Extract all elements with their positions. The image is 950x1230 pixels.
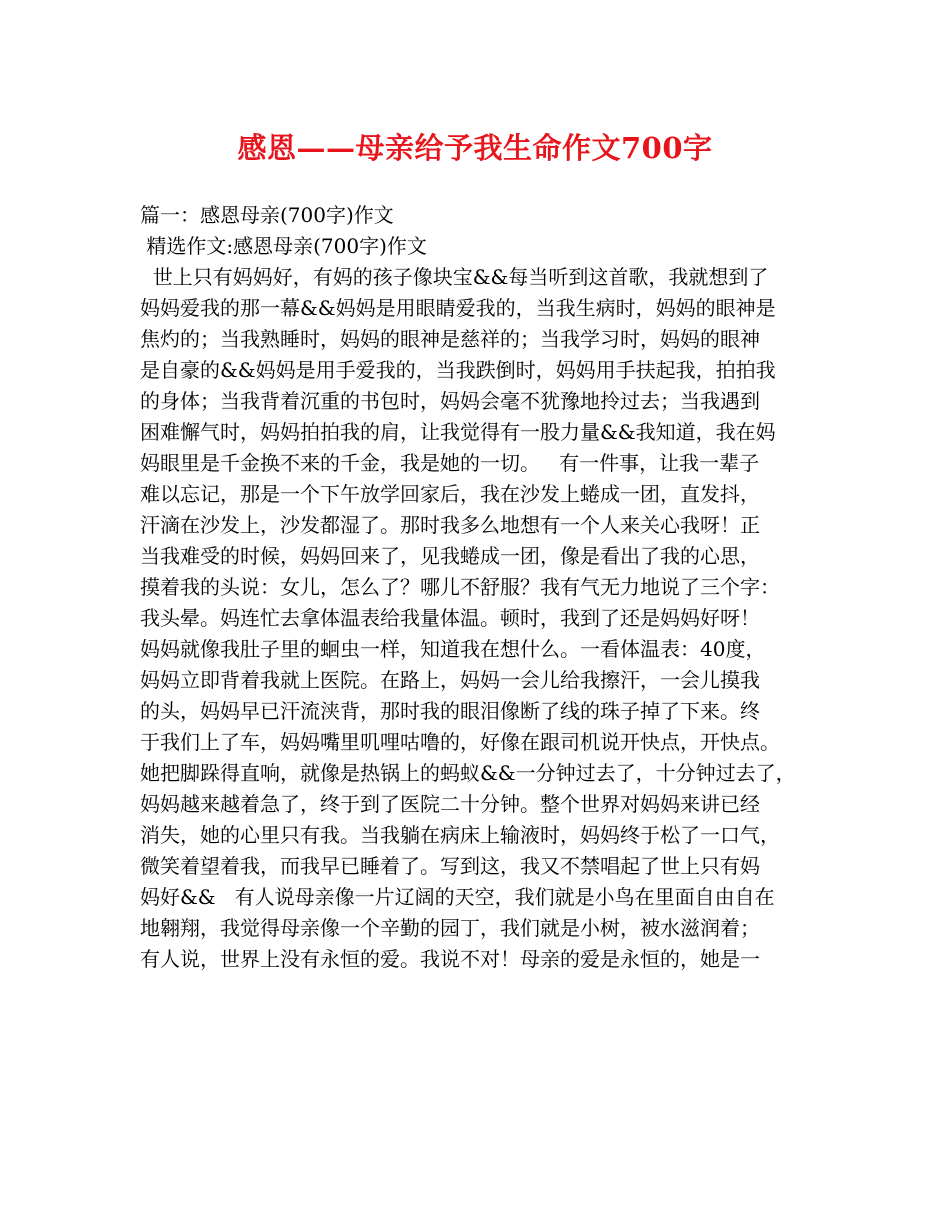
text-line: 消失，她的心里只有我。当我躺在病床上输液时，妈妈终于松了一口气， xyxy=(140,823,780,847)
text-line: 精选作文:感恩母亲(700字)作文 xyxy=(140,234,427,258)
document-body xyxy=(140,200,830,975)
text-line: 篇一：感恩母亲(700字)作文 xyxy=(140,203,394,227)
text-line: 当我难受的时候，妈妈回来了，见我蜷成一团，像是看出了我的心思， xyxy=(140,544,760,568)
text-line: 于我们上了车，妈妈嘴里叽哩咕噜的，好像在跟司机说开快点，开快点。 xyxy=(140,730,780,754)
text-line: 她把脚跺得直响，就像是热锅上的蚂蚁&&一分钟过去了，十分钟过去了， xyxy=(140,761,796,785)
text-line: 微笑着望着我，而我早已睡着了。写到这，我又不禁唱起了世上只有妈 xyxy=(140,854,760,878)
text-line: 汗滴在沙发上，沙发都湿了。那时我多么地想有一个人来关心我呀！正 xyxy=(140,513,760,537)
text-line: 是自豪的&&妈妈是用手爱我的，当我跌倒时，妈妈用手扶起我，拍拍我 xyxy=(140,358,776,382)
text-line: 妈妈就像我肚子里的蛔虫一样，知道我在想什么。一看体温表：40度， xyxy=(140,637,766,661)
text-line: 困难懈气时，妈妈拍拍我的肩，让我觉得有一股力量&&我知道，我在妈 xyxy=(140,420,776,444)
text-line: 难以忘记，那是一个下午放学回家后，我在沙发上蜷成一团，直发抖， xyxy=(140,482,760,506)
text-line: 摸着我的头说：女儿，怎么了？哪儿不舒服？我有气无力地说了三个字： xyxy=(140,575,780,599)
document-title: 感恩——母亲给予我生命作文700字 xyxy=(237,131,713,165)
text-line: 焦灼的；当我熟睡时，妈妈的眼神是慈祥的；当我学习时，妈妈的眼神 xyxy=(140,327,760,351)
text-line: 的身体；当我背着沉重的书包时，妈妈会毫不犹豫地拎过去；当我遇到 xyxy=(140,389,760,413)
text-line: 世上只有妈妈好，有妈的孩子像块宝&&每当听到这首歌，我就想到了 xyxy=(140,265,769,289)
text-line: 地翱翔，我觉得母亲像一个辛勤的园丁，我们就是小树，被水滋润着； xyxy=(140,916,760,940)
text-line: 妈妈越来越着急了，终于到了医院二十分钟。整个世界对妈妈来讲已经 xyxy=(140,792,760,816)
text-line: 的头，妈妈早已汗流浃背，那时我的眼泪像断了线的珠子掉了下来。终 xyxy=(140,699,760,723)
text-line: 我头晕。妈连忙去拿体温表给我量体温。顿时，我到了还是妈妈好呀！ xyxy=(140,606,760,630)
text-line: 有人说，世界上没有永恒的爱。我说不对！母亲的爱是永恒的，她是一 xyxy=(140,947,760,971)
text-line: 妈好&& 有人说母亲像一片辽阔的天空，我们就是小鸟在里面自由自在 xyxy=(140,885,775,909)
text-line: 妈眼里是千金换不来的千金，我是她的一切。 有一件事，让我一辈子 xyxy=(140,451,760,475)
text-line: 妈妈立即背着我就上医院。在路上，妈妈一会儿给我擦汗，一会儿摸我 xyxy=(140,668,760,692)
text-line: 妈妈爱我的那一幕&&妈妈是用眼睛爱我的，当我生病时，妈妈的眼神是 xyxy=(140,296,776,320)
